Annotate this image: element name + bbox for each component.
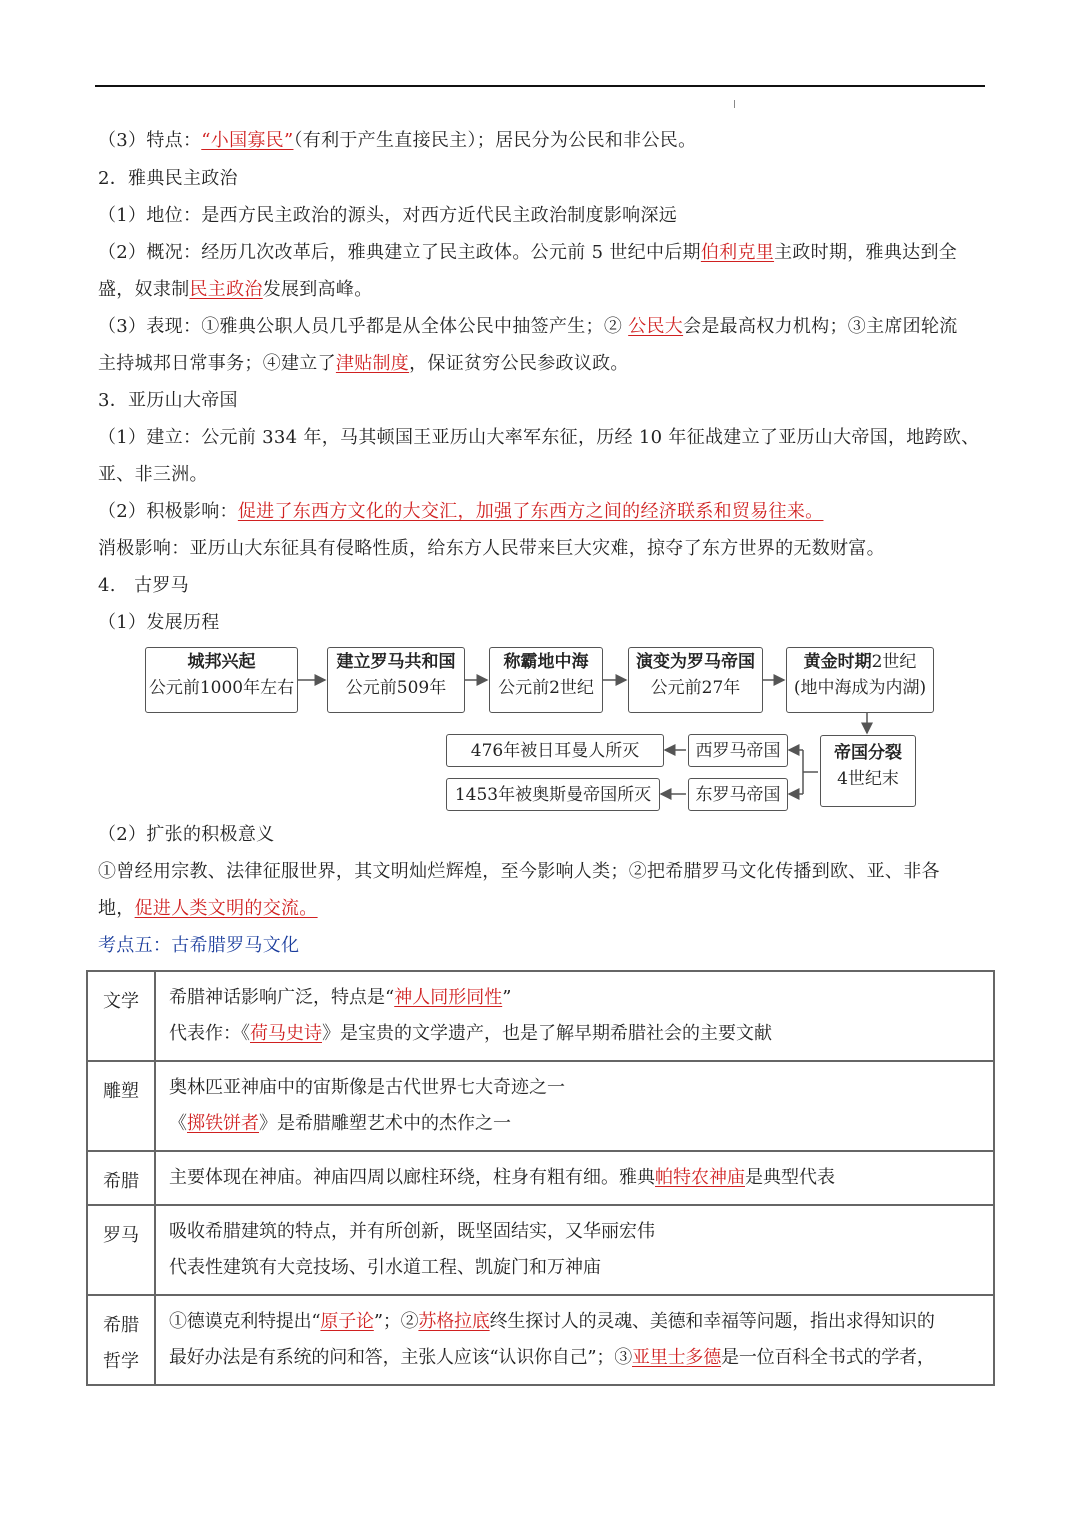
text-line: （2）积极影响：促进了东西方文化的大交汇，加强了东西方之间的经济联系和贸易往来。	[98, 501, 824, 522]
text-line: 消极影响：亚历山大东征具有侵略性质，给东方人民带来巨大灾难，掠夺了东方世界的无数财富。	[98, 538, 885, 559]
subheading: （2）扩张的积极意义	[98, 824, 275, 845]
key-term: 原子论	[320, 1311, 374, 1332]
row-content: 吸收希腊建筑的特点，并有所创新，既坚固结实，又华丽宏伟 代表性建筑有大竞技场、引水道工程、凯旋门和万神庙	[155, 1205, 994, 1295]
table-row	[87, 1295, 994, 1385]
text-line: ①曾经用宗教、法律征服世界，其文明灿烂辉煌，至今影响人类；②把希腊罗马文化传播到欧、亚、非各	[98, 861, 940, 882]
section-heading: 4. 古罗马	[98, 575, 189, 596]
text-line: （2）概况：经历几次改革后，雅典建立了民主政体。公元前 5 世纪中后期伯利克里主政时期，雅典达到全	[98, 242, 958, 263]
text-line: 亚、非三洲。	[98, 464, 208, 485]
section-heading: 2．雅典民主政治	[98, 168, 238, 189]
text-line: 主持城邦日常事务；④建立了津贴制度，保证贫穷公民参政议政。	[98, 353, 629, 374]
text-line: （3）特点：“小国寡民”（有利于产生直接民主）；居民分为公民和非公民。	[98, 130, 697, 151]
key-term: 荷马史诗	[250, 1023, 322, 1044]
flow-box-west-fall: 476年被日耳曼人所灭	[446, 734, 664, 767]
row-content: ①德谟克利特提出“原子论”；②苏格拉底终生探讨人的灵魂、美德和幸福等问题，指出求得知识的 最好办法是有系统的问和答，主张人应该“认识你自己”；③亚里士多德是一位百科全书式的学者，	[155, 1295, 994, 1385]
flow-box-east-fall: 1453年被奥斯曼帝国所灭	[446, 778, 660, 811]
flow-box-city-states: 城邦兴起 公元前1000年左右	[145, 647, 298, 713]
key-term: 亚里士多德	[632, 1347, 722, 1368]
key-term: 帕特农神庙	[655, 1167, 745, 1188]
subheading: （1）发展历程	[98, 612, 220, 633]
key-term: 民主政治	[189, 279, 263, 300]
table-row	[87, 971, 994, 1061]
section-heading-culture: 考点五：古希腊罗马文化	[98, 935, 300, 956]
flow-box-eastern-empire: 东罗马帝国	[688, 778, 788, 811]
key-term: 掷铁饼者	[187, 1113, 259, 1134]
row-content: 希腊神话影响广泛，特点是“神人同形同性” 代表作：《荷马史诗》是宝贵的文学遗产，也是了解早期希腊社会的主要文献	[155, 971, 994, 1061]
flow-box-republic: 建立罗马共和国 公元前509年	[327, 647, 465, 713]
culture-table	[86, 970, 995, 1386]
key-term: 津贴制度	[335, 353, 410, 374]
header-rule	[95, 85, 985, 87]
flow-box-split: 帝国分裂 4世纪末	[820, 735, 916, 807]
flow-box-empire: 演变为罗马帝国 公元前27年	[628, 647, 763, 713]
flow-box-western-empire: 西罗马帝国	[688, 734, 788, 767]
key-term: 促进了东西方文化的大交汇，加强了东西方之间的经济联系和贸易往来。	[237, 501, 824, 522]
row-label: 希腊	[87, 1151, 155, 1205]
key-term: “小国寡民”	[201, 130, 294, 151]
flow-box-golden-age: 黄金时期2世纪 (地中海成为内湖)	[786, 647, 934, 713]
table-row	[87, 1061, 994, 1151]
text-line: 地，促进人类文明的交流。	[98, 898, 318, 919]
flow-box-mediterranean: 称霸地中海 公元前2世纪	[489, 647, 603, 713]
row-label: 雕塑	[87, 1061, 155, 1151]
row-label: 罗马	[87, 1205, 155, 1295]
section-heading: 3．亚历山大帝国	[98, 390, 238, 411]
key-term: 神人同形同性	[394, 987, 503, 1008]
key-term: 伯利克里	[700, 242, 775, 263]
key-term: 公民大	[628, 316, 684, 337]
key-term: 苏格拉底	[418, 1311, 490, 1332]
row-label: 希腊 哲学	[87, 1295, 155, 1385]
key-term: 促进人类文明的交流。	[134, 898, 318, 919]
table-row	[87, 1205, 994, 1295]
text-line: （1）建立：公元前 334 年，马其顿国王亚历山大率军东征，历经 10 年征战建立了亚历山大帝国，地跨欧、	[98, 427, 980, 448]
header-tick-mark	[734, 100, 735, 108]
text-line: （1）地位：是西方民主政治的源头，对西方近代民主政治制度影响深远	[98, 205, 678, 226]
text-line: （3）表现：①雅典公职人员几乎都是从全体公民中抽签产生；② 公民大会是最高权力机构；③主席团轮流	[98, 316, 958, 337]
text-line: 盛，奴隶制民主政治发展到高峰。	[98, 279, 373, 300]
row-content: 奥林匹亚神庙中的宙斯像是古代世界七大奇迹之一 《掷铁饼者》是希腊雕塑艺术中的杰作之一	[155, 1061, 994, 1151]
row-label: 文学	[87, 971, 155, 1061]
table-row	[87, 1151, 994, 1205]
row-content: 主要体现在神庙。神庙四周以廊柱环绕，柱身有粗有细。雅典帕特农神庙是典型代表	[155, 1151, 994, 1205]
